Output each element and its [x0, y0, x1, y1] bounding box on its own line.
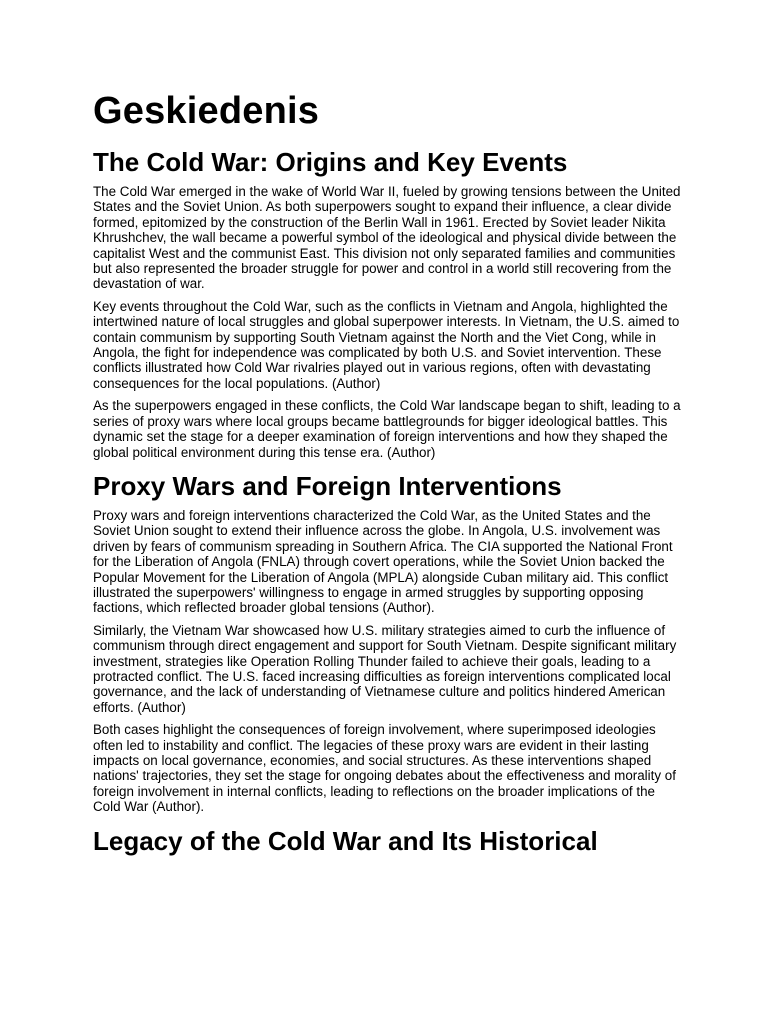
- section-heading: Proxy Wars and Foreign Interventions: [93, 470, 562, 501]
- document-page: [93, 88, 683, 863]
- section-origins: [93, 146, 683, 460]
- section-heading: The Cold War: Origins and Key Events: [93, 147, 568, 177]
- section-legacy: [93, 825, 683, 857]
- paragraph: As the superpowers engaged in these conflicts, the Cold War landscape began to shift, leading to a series of proxy wars where local groups became battlegrounds for bigger ideological battles. This dynamic set the stage for a deeper examination of foreign interventions and how they shaped the global political environment during this tense era. (Author): [93, 398, 681, 460]
- section-proxy-wars: [93, 470, 683, 815]
- paragraph: Key events throughout the Cold War, such as the conflicts in Vietnam and Angola, highlighted the intertwined nature of local struggles and global superpower interests. In Vietnam, the U.S. aimed to contain communism by supporting South Vietnam against the North and the Viet Cong, while in Angola, the fight for independence was complicated by both U.S. and Soviet intervention. These conflicts illustrated how Cold War rivalries played out in various regions, often with devastating consequences for the local populations. (Author): [93, 298, 680, 391]
- paragraph: Proxy wars and foreign interventions characterized the Cold War, as the United States and the Soviet Union sought to extend their influence across the globe. In Angola, U.S. involvement was driven by fears of communism spreading in Southern Africa. The CIA supported the National Front for the Liberation of Angola (FNLA) through covert operations, while the Soviet Union backed the Popular Movement for the Liberation of Angola (MPLA) alongside Cuban military aid. This conflict illustrated the superpowers' willingness to engage in armed struggles by supporting opposing factions, which reflected broader global tensions (Author).: [93, 507, 673, 616]
- document-title: Geskiedenis: [93, 90, 320, 132]
- section-heading: Legacy of the Cold War and Its Historical: [93, 825, 598, 856]
- paragraph: Both cases highlight the consequences of foreign involvement, where superimposed ideologies often led to instability and conflict. The legacies of these proxy wars are evident in their lasting impacts on local governance, economies, and social structures. As these interventions shaped nations' trajectories, they set the stage for ongoing debates about the effectiveness and morality of foreign involvement in internal conflicts, leading to reflections on the broader implications of the Cold War (Author).: [93, 722, 676, 815]
- paragraph: The Cold War emerged in the wake of World War II, fueled by growing tensions between the United States and the Soviet Union. As both superpowers sought to expand their influence, a clear divide formed, epitomized by the construction of the Berlin Wall in 1961. Erected by Soviet leader Nikita Khrushchev, the wall became a powerful symbol of the ideological and physical divide between the capitalist West and the communist East. This division not only separated families and communities but also represented the broader struggle for power and control in a world still recovering from the devastation of war.: [93, 184, 681, 292]
- paragraph: Similarly, the Vietnam War showcased how U.S. military strategies aimed to curb the influence of communism through direct engagement and support for South Vietnam. Despite significant military investment, strategies like Operation Rolling Thunder failed to achieve their goals, leading to a protracted conflict. The U.S. faced increasing difficulties as foreign interventions complicated local governance, and the lack of understanding of Vietnamese culture and politics hindered American efforts. (Author): [93, 622, 677, 715]
